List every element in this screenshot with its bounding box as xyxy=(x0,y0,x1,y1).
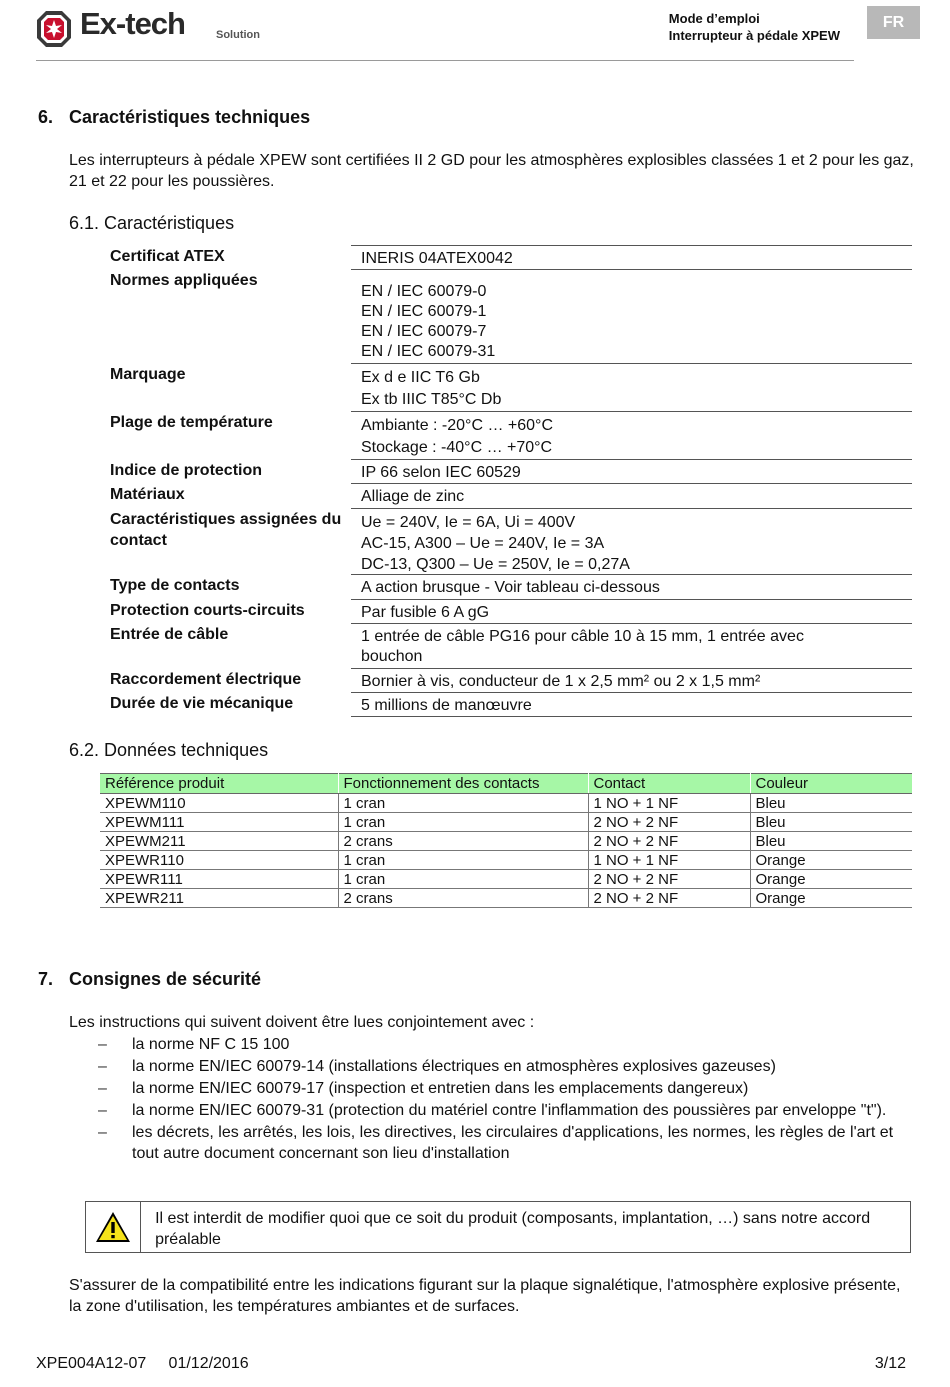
document-date: 01/12/2016 xyxy=(168,1355,249,1372)
spec-label: Matériaux xyxy=(110,486,185,503)
spec-value xyxy=(351,668,912,692)
section-title: Caractéristiques techniques xyxy=(69,107,311,127)
warning-triangle-icon xyxy=(95,1211,131,1243)
spec-value xyxy=(351,483,912,508)
spec-value-line: EN / IEC 60079-1 xyxy=(361,303,487,320)
table-cell: 1 cran xyxy=(338,794,588,813)
doc-type: Mode d’emploi xyxy=(668,11,760,26)
spec-value-line: Ambiante : -20°C … +60°C xyxy=(361,417,553,434)
logo-wordmark: Ex-tech xyxy=(80,6,185,41)
product-data-table xyxy=(100,773,912,908)
list-item xyxy=(98,1034,918,1055)
spec-row-type-contacts xyxy=(110,574,912,599)
spec-row-normes xyxy=(110,269,912,363)
document-heading xyxy=(669,10,840,44)
table-cell: 2 NO + 2 NF xyxy=(588,889,750,908)
list-item-text: la norme NF C 15 100 xyxy=(132,1036,290,1053)
column-header: Contact xyxy=(588,774,750,794)
table-cell: Bleu xyxy=(750,832,912,851)
spec-label: Raccordement électrique xyxy=(110,671,302,688)
spec-label: Certificat ATEX xyxy=(110,248,225,265)
closing-paragraph: S'assurer de la compatibilité entre les indications figurant sur la plaque signalétique, l'atmosphère explosive présente, la zone d'utilisation, les températures ambiantes et de surfaces. xyxy=(69,1277,901,1315)
section-number: 7. xyxy=(38,969,54,989)
spec-value-line: EN / IEC 60079-0 xyxy=(361,283,487,300)
spec-value xyxy=(351,692,912,717)
section-6-intro: Les interrupteurs à pédale XPEW sont certifiées II 2 GD pour les atmosphères explosibles classées 1 et 2 pour les gaz, 21 et 22 pour les poussières. xyxy=(69,152,914,190)
spec-row-certificat xyxy=(110,245,912,269)
spec-label: Normes appliquées xyxy=(110,272,258,289)
footer-reference xyxy=(36,1355,249,1373)
table-header-row xyxy=(100,774,912,794)
table-cell: 2 NO + 2 NF xyxy=(588,813,750,832)
warning-icon-cell xyxy=(86,1202,141,1252)
table-cell: 2 NO + 2 NF xyxy=(588,832,750,851)
spec-value xyxy=(351,411,912,459)
spec-value-line: IP 66 selon IEC 60529 xyxy=(361,464,521,481)
dash-bullet-icon: – xyxy=(98,1058,107,1075)
table-cell: XPEWM211 xyxy=(100,832,338,851)
dash-bullet-icon: – xyxy=(98,1124,107,1141)
spec-value-line: Bornier à vis, conducteur de 1 x 2,5 mm² ou 2 x 1,5 mm² xyxy=(361,673,761,690)
specifications-table xyxy=(110,245,912,717)
page-header xyxy=(36,8,854,61)
spec-row-caracteristiques xyxy=(110,508,912,574)
spec-label: Type de contacts xyxy=(110,577,240,594)
column-header: Couleur xyxy=(750,774,912,794)
column-header: Fonctionnement des contacts xyxy=(338,774,588,794)
table-cell: XPEWM110 xyxy=(100,794,338,813)
spec-value xyxy=(351,363,912,411)
spec-value-line: EN / IEC 60079-7 xyxy=(361,323,487,340)
spec-value-line: INERIS 04ATEX0042 xyxy=(361,250,513,267)
column-header: Référence produit xyxy=(100,774,338,794)
ex-tech-logo-icon xyxy=(36,10,72,48)
document-ref: XPE004A12-07 xyxy=(36,1355,147,1372)
table-row xyxy=(100,794,912,813)
list-item-text: la norme EN/IEC 60079-31 (protection du matériel contre l'inflammation des poussières par enveloppe "t"). xyxy=(132,1102,887,1119)
spec-value-line: Par fusible 6 A gG xyxy=(361,604,490,621)
table-row xyxy=(100,851,912,870)
spec-label: Indice de protection xyxy=(110,462,263,479)
section-7-heading xyxy=(38,969,261,990)
section-7-intro: Les instructions qui suivent doivent être lues conjointement avec : xyxy=(69,1014,535,1031)
table-row xyxy=(100,832,912,851)
spec-value-line: A action brusque - Voir tableau ci-dessous xyxy=(361,579,660,596)
spec-value xyxy=(351,245,912,269)
company-logo xyxy=(36,8,286,52)
spec-value-line: Alliage de zinc xyxy=(361,488,465,505)
table-cell: XPEWM111 xyxy=(100,813,338,832)
table-cell: Orange xyxy=(750,889,912,908)
table-cell: 1 cran xyxy=(338,870,588,889)
spec-row-entree-cable xyxy=(110,623,912,668)
list-item xyxy=(98,1056,918,1077)
spec-value xyxy=(351,599,912,623)
spec-label: Protection courts-circuits xyxy=(110,602,305,619)
spec-label: Entrée de câble xyxy=(110,626,229,643)
spec-value xyxy=(351,459,912,483)
spec-value-line: AC-15, A300 – Ue = 240V, Ie = 3A xyxy=(361,535,605,552)
table-cell: 1 NO + 1 NF xyxy=(588,851,750,870)
spec-row-raccordement xyxy=(110,668,912,692)
table-cell: 2 crans xyxy=(338,832,588,851)
spec-value-line: EN / IEC 60079-31 xyxy=(361,343,496,360)
dash-bullet-icon: – xyxy=(98,1102,107,1119)
table-cell: Orange xyxy=(750,851,912,870)
dash-bullet-icon: – xyxy=(98,1080,107,1097)
standards-list xyxy=(98,1034,918,1165)
list-item-text: la norme EN/IEC 60079-17 (inspection et entretien dans les emplacements dangereux) xyxy=(132,1080,749,1097)
table-cell: 1 cran xyxy=(338,851,588,870)
spec-value xyxy=(351,269,912,363)
table-cell: 1 NO + 1 NF xyxy=(588,794,750,813)
table-cell: Orange xyxy=(750,870,912,889)
spec-row-marquage xyxy=(110,363,912,411)
logo-subtitle: Solution xyxy=(216,29,260,41)
doc-title: Interrupteur à pédale XPEW xyxy=(668,28,840,43)
table-cell: XPEWR110 xyxy=(100,851,338,870)
spec-label: Plage de température xyxy=(110,414,273,431)
list-item xyxy=(98,1122,918,1164)
page-number: 3/12 xyxy=(874,1355,906,1372)
dash-bullet-icon: – xyxy=(98,1036,107,1053)
spec-row-temperature xyxy=(110,411,912,459)
spec-value-line: Stockage : -40°C … +70°C xyxy=(361,439,553,456)
warning-box xyxy=(85,1201,911,1253)
subsection-6-2-heading: 6.2. Données techniques xyxy=(69,740,269,760)
spec-value xyxy=(351,574,912,599)
spec-row-protection xyxy=(110,459,912,483)
language-badge: FR xyxy=(867,6,920,39)
spec-value xyxy=(351,623,912,668)
table-cell: Bleu xyxy=(750,813,912,832)
section-6-heading xyxy=(38,107,310,128)
table-row xyxy=(100,889,912,908)
spec-row-materiaux xyxy=(110,483,912,508)
table-row xyxy=(100,813,912,832)
list-item-text: les décrets, les arrêtés, les lois, les directives, les circulaires d'applications, les normes, les règles de l'art et tout autre document concernant son lieu d'installation xyxy=(132,1124,894,1162)
spec-value xyxy=(351,508,912,574)
table-cell: XPEWR111 xyxy=(100,870,338,889)
table-cell: 1 cran xyxy=(338,813,588,832)
list-item-text: la norme EN/IEC 60079-14 (installations électriques en atmosphères explosives gazeuses) xyxy=(132,1058,776,1075)
spec-value-line: Ue = 240V, Ie = 6A, Ui = 400V xyxy=(361,514,576,531)
subsection-6-1-heading: 6.1. Caractéristiques xyxy=(69,213,235,233)
spec-value-line: Ex d e IIC T6 Gb xyxy=(361,369,480,386)
spec-value-line: DC-13, Q300 – Ue = 250V, Ie = 0,27A xyxy=(361,556,630,573)
section-number: 6. xyxy=(38,107,54,127)
warning-text: Il est interdit de modifier quoi que ce soit du produit (composants, implantation, …) sans notre accord préalable xyxy=(155,1210,871,1248)
spec-value-line: bouchon xyxy=(361,648,423,665)
table-cell: Bleu xyxy=(750,794,912,813)
list-item xyxy=(98,1100,918,1121)
section-title: Consignes de sécurité xyxy=(69,969,262,989)
spec-label: Caractéristiques assignées du contact xyxy=(110,511,342,549)
list-item xyxy=(98,1078,918,1099)
spec-value-line: 5 millions de manœuvre xyxy=(361,697,532,714)
table-cell: XPEWR211 xyxy=(100,889,338,908)
spec-label: Marquage xyxy=(110,366,186,383)
table-cell: 2 NO + 2 NF xyxy=(588,870,750,889)
spec-value-line: 1 entrée de câble PG16 pour câble 10 à 15 mm, 1 entrée avec xyxy=(361,628,804,645)
spec-label: Durée de vie mécanique xyxy=(110,695,294,712)
table-cell: 2 crans xyxy=(338,889,588,908)
spec-row-courts-circuits xyxy=(110,599,912,623)
spec-value-line: Ex tb IIIC T85°C Db xyxy=(361,391,502,408)
spec-row-duree-vie xyxy=(110,692,912,717)
table-row xyxy=(100,870,912,889)
